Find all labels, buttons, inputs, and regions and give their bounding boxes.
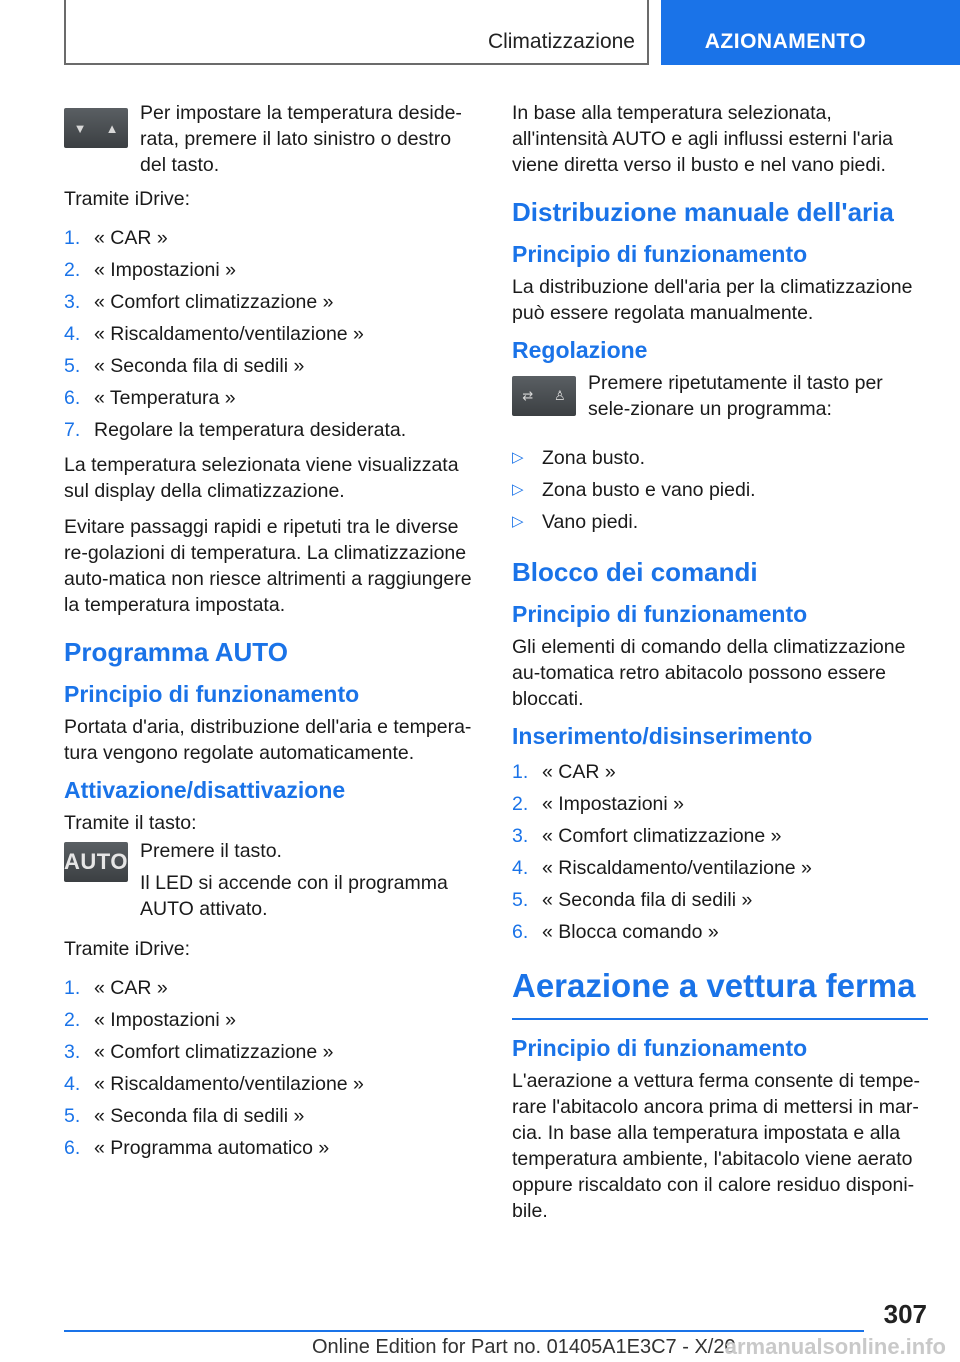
chapter-tab[interactable] bbox=[661, 0, 960, 65]
step-number: 5. bbox=[64, 1105, 81, 1127]
step-text: « Comfort climatizzazione » bbox=[542, 825, 782, 847]
heading-principio-2: Principio di funzionamento bbox=[512, 241, 808, 267]
step-text: « Riscaldamento/ventilazione » bbox=[94, 1073, 364, 1095]
program-item bbox=[512, 442, 928, 474]
step-text: « Riscaldamento/ventilazione » bbox=[542, 857, 812, 879]
heading-attivazione: Attivazione/disattivazione bbox=[64, 777, 346, 803]
section-title: Climatizzazione bbox=[487, 30, 635, 53]
idrive-steps-temperature bbox=[64, 222, 478, 446]
triangle-bullet-icon: ▷ bbox=[512, 513, 524, 530]
step-number: 5. bbox=[512, 889, 529, 911]
step-number: 1. bbox=[64, 227, 81, 249]
step-number: 2. bbox=[64, 1009, 81, 1031]
step-item bbox=[64, 318, 478, 350]
step-text: Regolare la temperatura desiderata. bbox=[94, 419, 407, 441]
step-text: « CAR » bbox=[542, 761, 616, 783]
heading-aerazione: Aerazione a vettura ferma bbox=[512, 966, 928, 1020]
step-item bbox=[64, 1036, 478, 1068]
step-text: « Blocca comando » bbox=[542, 921, 719, 943]
step-item bbox=[64, 972, 478, 1004]
heading-principio: Principio di funzionamento bbox=[64, 681, 360, 707]
auto-key-icon: AUTO bbox=[64, 842, 128, 882]
triangle-bullet-icon: ▷ bbox=[512, 481, 524, 498]
right-column bbox=[512, 100, 928, 1234]
step-number: 3. bbox=[64, 291, 81, 313]
step-text: « Riscaldamento/ventilazione » bbox=[94, 323, 364, 345]
program-text: Zona busto e vano piedi. bbox=[542, 479, 756, 501]
heading-principio-4: Principio di funzionamento bbox=[512, 1035, 808, 1061]
blocco-description: Gli elementi di comando della climatizzazione au‐tomatica retro abitacolo possono essere bloccati. bbox=[512, 636, 906, 710]
heading-principio-3: Principio di funzionamento bbox=[512, 601, 808, 627]
step-item bbox=[64, 414, 478, 446]
step-number: 1. bbox=[512, 761, 529, 783]
step-text: « Impostazioni » bbox=[94, 259, 236, 281]
step-item bbox=[512, 852, 928, 884]
step-item bbox=[512, 884, 928, 916]
press-key-text: Premere il tasto. bbox=[140, 840, 282, 862]
step-number: 4. bbox=[64, 1073, 81, 1095]
step-text: « Comfort climatizzazione » bbox=[94, 1041, 334, 1063]
footer-divider bbox=[64, 1330, 864, 1332]
step-number: 6. bbox=[64, 1137, 81, 1159]
aerazione-description: L'aerazione a vettura ferma consente di tempe‐rare l'abitacolo ancora prima di mettersi in mar‐cia. In base alla temperatura impostata e alla temperatura ambiente, l'abitacolo viene aerato oppure riscaldato con il calore residuo disponi‐bile. bbox=[512, 1070, 921, 1222]
heading-programma-auto: Programma AUTO bbox=[64, 637, 288, 667]
chapter-tab-label: AZIONAMENTO bbox=[704, 30, 867, 53]
program-item bbox=[512, 474, 928, 506]
idrive-steps-auto bbox=[64, 972, 478, 1164]
step-text: « Comfort climatizzazione » bbox=[94, 291, 334, 313]
step-item bbox=[512, 756, 928, 788]
temperature-warning: Evitare passaggi rapidi e ripetuti tra le diverse re‐golazioni di temperatura. La climatizzazione auto‐matica non riesce altrimenti a raggiungere la temperatura impostata. bbox=[64, 516, 472, 616]
heading-inserimento: Inserimento/disinserimento bbox=[512, 723, 813, 749]
regolazione-text: Premere ripetutamente il tasto per sele‐zionare un programma: bbox=[588, 372, 883, 420]
step-number: 7. bbox=[64, 419, 81, 441]
triangle-bullet-icon: ▷ bbox=[512, 449, 524, 466]
auto-description: Portata d'aria, distribuzione dell'aria e tempera‐tura vengono regolate automaticamente. bbox=[64, 716, 472, 764]
step-item bbox=[64, 1132, 478, 1164]
step-number: 5. bbox=[64, 355, 81, 377]
step-item bbox=[512, 788, 928, 820]
step-text: « Programma automatico » bbox=[94, 1137, 330, 1159]
idrive-steps-lock bbox=[512, 756, 928, 948]
page-number: 307 bbox=[883, 1299, 927, 1329]
heading-blocco: Blocco dei comandi bbox=[512, 557, 758, 587]
idrive-label: Tramite iDrive: bbox=[64, 188, 191, 210]
program-item bbox=[512, 506, 928, 538]
step-text: « Seconda fila di sedili » bbox=[94, 1105, 305, 1127]
distribution-programs-list bbox=[512, 442, 928, 538]
step-text: « Impostazioni » bbox=[542, 793, 684, 815]
auto-key-row bbox=[64, 838, 478, 922]
distribution-description: La distribuzione dell'aria per la climatizzazione può essere regolata manualmente. bbox=[512, 276, 913, 324]
key-label: Tramite il tasto: bbox=[64, 812, 197, 834]
step-number: 2. bbox=[512, 793, 529, 815]
led-text: Il LED si accende con il programma AUTO attivato. bbox=[140, 872, 448, 920]
step-number: 3. bbox=[64, 1041, 81, 1063]
step-number: 2. bbox=[64, 259, 81, 281]
display-note: La temperatura selezionata viene visualizzata sul display della climatizzazione. bbox=[64, 454, 459, 502]
step-number: 6. bbox=[512, 921, 529, 943]
temperature-rocker-key-icon: ▼ ▲ bbox=[64, 108, 128, 148]
step-text: « CAR » bbox=[94, 977, 168, 999]
left-column bbox=[64, 100, 478, 1170]
step-item bbox=[64, 222, 478, 254]
footer-edition: Online Edition for Part no. 01405A1E3C7 - X/20 bbox=[312, 1336, 736, 1358]
step-item bbox=[64, 1100, 478, 1132]
step-item bbox=[64, 1004, 478, 1036]
step-item bbox=[64, 382, 478, 414]
step-number: 4. bbox=[512, 857, 529, 879]
step-number: 4. bbox=[64, 323, 81, 345]
step-text: « Impostazioni » bbox=[94, 1009, 236, 1031]
step-text: « CAR » bbox=[94, 227, 168, 249]
auto-distribution-text: In base alla temperatura selezionata, all'intensità AUTO e agli influssi esterni l'aria viene diretta verso il busto e nel vano piedi. bbox=[512, 102, 894, 176]
step-item bbox=[512, 820, 928, 852]
step-number: 1. bbox=[64, 977, 81, 999]
step-item bbox=[64, 254, 478, 286]
watermark: armanualsonline.info bbox=[724, 1334, 946, 1359]
heading-regolazione: Regolazione bbox=[512, 337, 648, 363]
program-text: Vano piedi. bbox=[542, 511, 639, 533]
step-text: « Temperatura » bbox=[94, 387, 236, 409]
step-number: 6. bbox=[64, 387, 81, 409]
program-text: Zona busto. bbox=[542, 447, 645, 469]
step-item bbox=[64, 1068, 478, 1100]
distribution-key-row bbox=[512, 370, 928, 434]
step-item bbox=[512, 916, 928, 948]
step-number: 3. bbox=[512, 825, 529, 847]
heading-distribuzione: Distribuzione manuale dell'aria bbox=[512, 197, 894, 227]
temperature-key-row bbox=[64, 100, 478, 178]
step-item bbox=[64, 286, 478, 318]
step-text: « Seconda fila di sedili » bbox=[542, 889, 753, 911]
header-section-box bbox=[64, 0, 649, 65]
step-item bbox=[64, 350, 478, 382]
intro-text: Per impostare la temperatura deside‐rata, premere il lato sinistro o destro del tasto. bbox=[140, 102, 462, 176]
step-text: « Seconda fila di sedili » bbox=[94, 355, 305, 377]
air-distribution-key-icon: ⇄ ♙ bbox=[512, 376, 576, 416]
idrive-label-2: Tramite iDrive: bbox=[64, 938, 191, 960]
